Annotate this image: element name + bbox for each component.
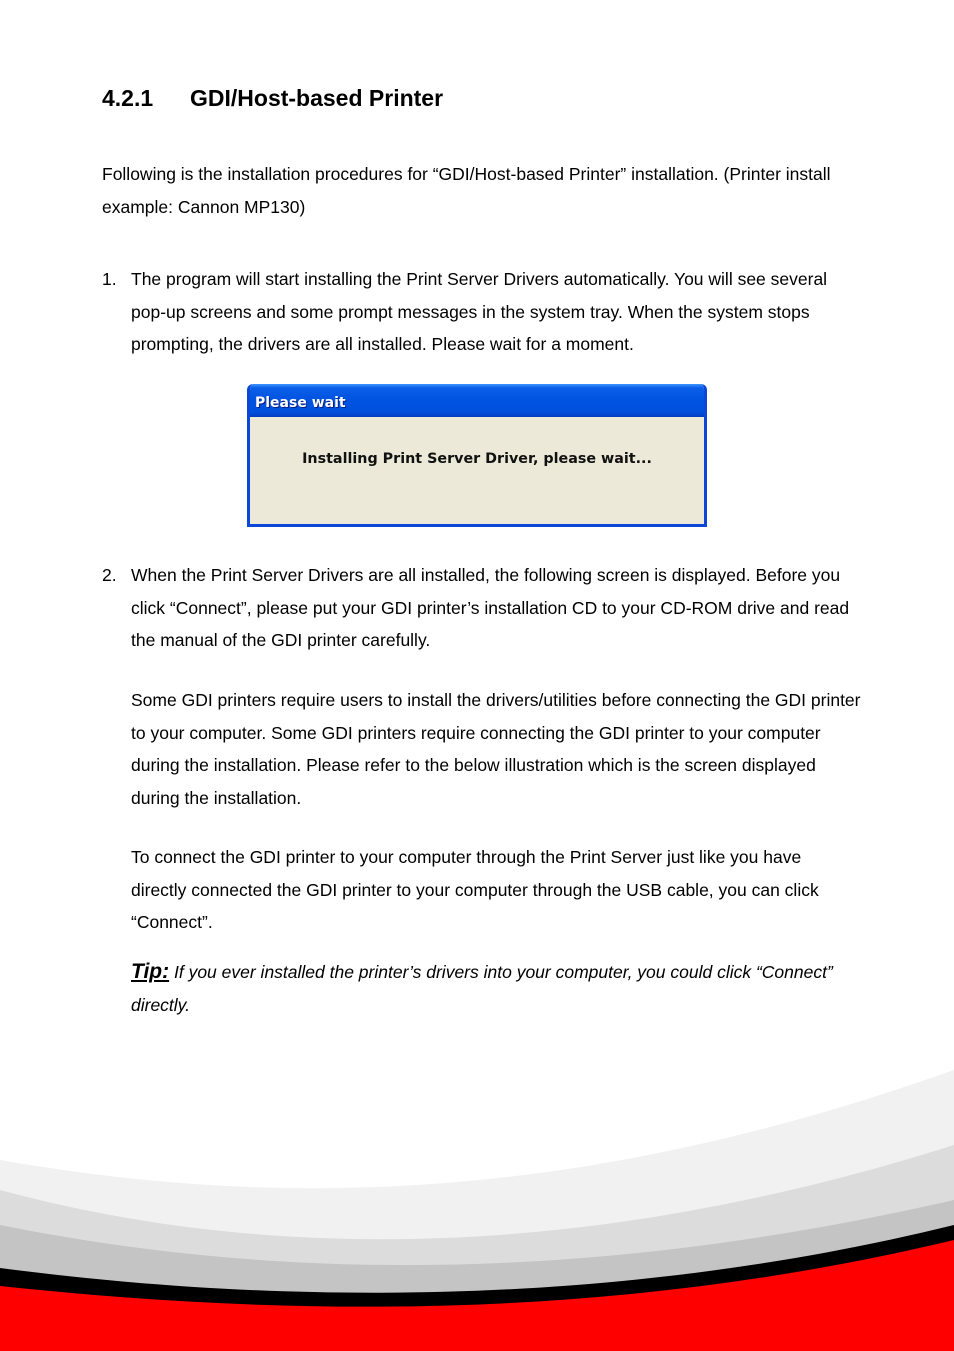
intro-paragraph: Following is the installation procedures for “GDI/Host-based Printer” installation. (Printer install example: Cannon MP130)	[102, 164, 831, 217]
tip-note	[131, 955, 861, 1022]
tip-text: If you ever installed the printer’s drivers into your computer, you could click “Connect” directly.	[131, 962, 833, 1015]
list-marker: 1.	[102, 269, 117, 289]
section-heading	[102, 82, 443, 114]
step-1-text: The program will start installing the Print Server Drivers automatically. You will see several pop-up screens and some prompt messages in the system tray. When the system stops prompting, the drivers are all installed. Please wait for a moment.	[131, 269, 828, 354]
list-item-step-1	[102, 263, 862, 361]
list-marker: 2.	[102, 565, 117, 585]
section-number: 4.2.1	[102, 85, 154, 111]
tip-label: Tip:	[131, 960, 170, 983]
section-title: GDI/Host-based Printer	[190, 85, 444, 111]
step-2-paragraph-3: To connect the GDI printer to your computer through the Print Server just like you have directly connected the GDI printer to your computer through the USB cable, you can click “Connect”.	[131, 847, 819, 932]
list-item-step-2	[102, 559, 862, 657]
dialog-message: Installing Print Server Driver, please wait...	[302, 451, 652, 467]
footer-swoosh-decoration	[0, 1040, 954, 1351]
please-wait-dialog	[247, 384, 707, 527]
step-2-paragraph-2: Some GDI printers require users to install the drivers/utilities before connecting the GDI printer to your computer. Some GDI printers require connecting the GDI printer to your computer during the installation. Please refer to the below illustration which is the screen displayed during the installation.	[131, 690, 861, 808]
dialog-titlebar: Please wait	[247, 384, 707, 417]
step-2-text: When the Print Server Drivers are all installed, the following screen is displayed. Before you click “Connect”, please put your GDI printer’s installation CD to your CD-ROM drive and read the manual of the GDI printer carefully.	[131, 565, 850, 650]
